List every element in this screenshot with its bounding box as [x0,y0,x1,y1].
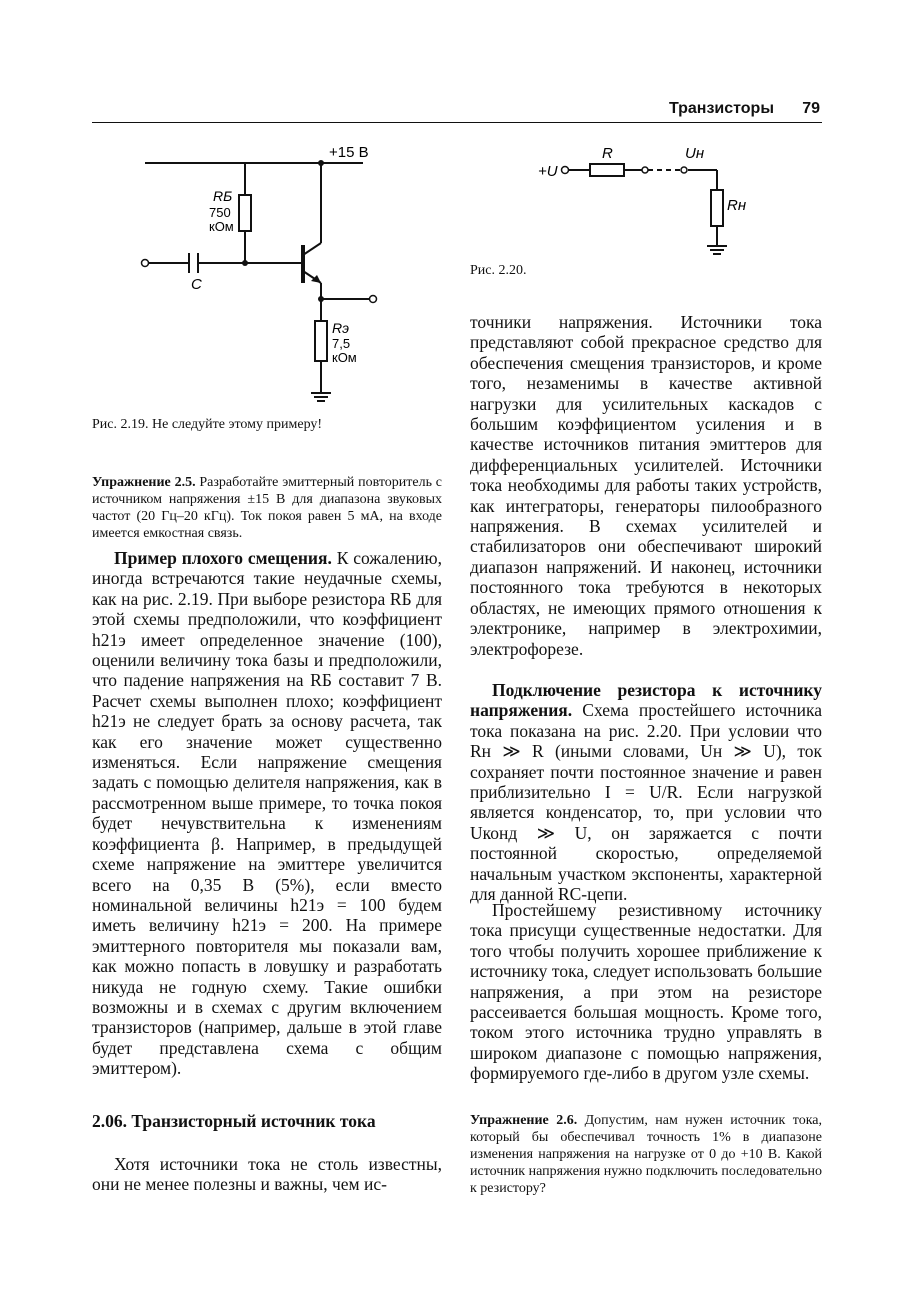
figure-2-19-caption: Рис. 2.19. Не следуйте этому примеру! [92,417,323,432]
source-label: +U [538,163,558,180]
exercise-2-5 [92,474,442,542]
un-label: Uн [685,145,705,162]
rn-label: Rн [727,197,747,214]
exercise-2-6-title: Упражнение 2.6. [470,1113,578,1128]
section-heading: 2.06. Транзисторный источник тока [92,1111,376,1131]
re-unit: кОм [332,350,357,365]
exercise-2-5-title: Упражнение 2.5. [92,475,196,490]
rb-label: RБ [213,188,233,204]
paragraph-text: точники напряжения. Источники тока представляют собой прекрасное средство для обеспечения смещения транзисторов, и кроме того, незаменимы в качестве активной нагрузки для усилительных каскадов с большим коэффициентом усиления и в качестве источников питания эмиттеров для дифференциальных усилителей. Источники тока необходимы для работы таких устройств, как интеграторы, генераторы пилообразного напряжения. В схемах усилителей и стабилизаторов они обеспечивают широкий диапазон напряжений. И наконец, источники постоянного тока требуются в некоторых областях, не имеющих прямого отношения к электронике, например в электрохимии, электрофорезе. [470,312,822,659]
running-title: Транзисторы [668,100,774,117]
paragraph-text: Схема простейшего источника тока показана на рис. 2.20. При условии что Rн ≫ R (иными словами, Uн ≫ U), ток сохраняет почти постоянное значение и равен приблизительно I = U/R. Если нагрузкой является конденсатор, то, при условии что Uконд ≫ U, он заряжается с почти постоянной скоростью, определяемой начальным участком экспоненты, характерной для данной RC-цепи. [470,700,822,905]
r-label: R [602,145,613,162]
paragraph-lead-bold: Пример плохого смещения. [114,548,332,568]
page-header [92,96,822,123]
page-number: 79 [802,100,820,117]
capacitor-label: C [191,276,202,293]
supply-label: +15 В [329,144,369,161]
re-label: Rэ [332,320,349,336]
exercise-2-6-text: Допустим, нам нужен источник тока, который бы обеспечивал точность 1% в диапазоне изменения напряжения на нагрузке от 0 до +10 В. Какой источник напряжения нужно подключить последовательно к резистору? [470,1113,822,1196]
right-paragraph-resistor [470,680,822,904]
right-paragraph-sources [470,312,822,659]
rb-value: 750 [209,205,231,220]
right-paragraph-drawbacks [470,900,822,1084]
re-value: 7,5 [332,336,351,351]
exercise-2-6 [470,1112,822,1197]
figure-2-20-circuit [535,140,775,265]
exercise-2-5-text: Разработайте эмиттерный повторитель с источником напряжения ±15 В для диапазона звуковых частот (20 Гц–20 кГц). Ток покоя равен 5 мА, на входе имеется емкостная связь. [92,475,443,541]
left-paragraph-bad-bias [92,548,442,1079]
paragraph-text: Хотя источники тока не столь известны, они не менее полезны и важны, чем ис- [92,1154,442,1195]
paragraph-text: К сожалению, иногда встречаются такие неудачные схемы, как на рис. 2.19. При выборе резистора RБ для этой схемы предположили, что коэффициент h21э имеет определенное значение (100), оценили величину тока базы и предположили, что падение напряжения на RБ составит 7 В. Расчет схемы выполнен плохо; коэффициент h21э не следует брать за основу расчета, так как его значение может существенно изменяться. Если напряжение смещения задать с помощью делителя напряжения, как в рассмотренном выше примере, то точка покоя будет нечувствительна к изменениям коэффициента β. Например, в предыдущей схеме напряжение на эмиттере увеличится всего на 0,35 В (5%), если вместо номинальной величины h21э = 100 будем иметь величину h21э = 200. На примере эмиттерного повторителя мы показали вам, как можно попасть в ловушку и разработать никуда не годную схему. Такие ошибки возможны и в схемах с другим включением транзисторов (например, дальше в этой главе будет представлена схема с общим эмиттером). [92,548,442,1079]
figure-2-19-circuit [135,135,395,415]
paragraph-lead-bold: Подключение резистора к источнику напряжения. [470,680,822,721]
paragraph-text: Простейшему резистивному источнику тока присущи существенные недостатки. Для того чтобы получить хорошее приближение к источнику тока, следует использовать большие напряжения, а при этом на резисторе рассеивается большая мощность. Кроме того, током этого источника трудно управлять в широком диапазоне с помощью напряжения, формируемого где-либо в другом узле схемы. [470,900,822,1084]
left-paragraph-current-source [92,1154,442,1195]
figure-2-20-caption: Рис. 2.20. [470,263,527,278]
rb-unit: кОм [209,219,234,234]
